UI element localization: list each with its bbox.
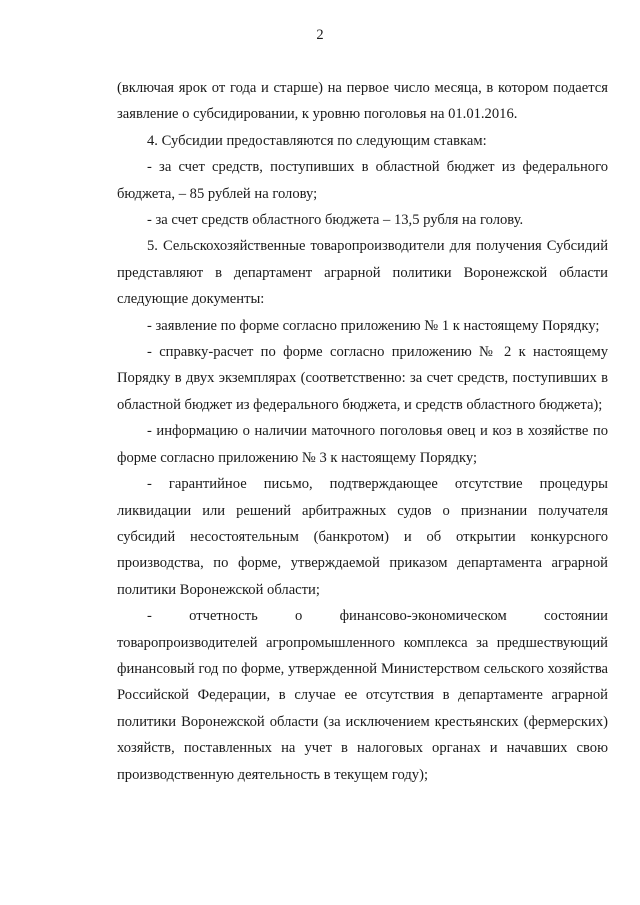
paragraph-continuation: (включая ярок от года и старше) на первое число месяца, в котором подается заявление о субсидировании, к уровню поголовья на 01.01.2016.	[117, 80, 608, 123]
report-word: о	[295, 608, 303, 625]
paragraph-financial-report	[117, 603, 608, 788]
report-word: -	[147, 608, 152, 625]
financial-report-first-line	[117, 603, 608, 629]
paragraph-guarantee-letter: - гарантийное письмо, подтверждающее отсутствие процедуры ликвидации или решений арбитражных судов о признании получателя субсидий несостоятельным (банкротом) и об открытии конкурсного производства, по форме, утверждаемой приказом департамента аграрной политики Воронежской области;	[117, 476, 608, 598]
report-word: состоянии	[543, 608, 608, 625]
paragraph-calculation-certificate: - справку-расчет по форме согласно приложению № 2 к настоящему Порядку в двух экземплярах (соответственно: за счет средств, поступивших в областной бюджет из федерального бюджета, и средств областного бюджета);	[117, 344, 608, 413]
paragraph-livestock-info: - информацию о наличии маточного поголовья овец и коз в хозяйстве по форме согласно приложению № 3 к настоящему Порядку;	[117, 423, 608, 466]
page-number: 2	[316, 27, 324, 43]
paragraph-rate-regional: - за счет средств областного бюджета – 13,5 рубля на голову.	[147, 212, 524, 229]
paragraph-item-5: 5. Сельскохозяйственные товаропроизводители для получения Субсидий представляют в департамент аграрной политики Воронежской области следующие документы:	[117, 238, 608, 308]
paragraph-rate-federal: - за счет средств, поступивших в областной бюджет из федерального бюджета, – 85 рублей на голову;	[117, 159, 608, 202]
document-body	[117, 75, 608, 788]
paragraph-application-form: - заявление по форме согласно приложению № 1 к настоящему Порядку;	[147, 317, 600, 334]
report-word: отчетность	[189, 608, 258, 625]
financial-report-rest: товаропроизводителей агропромышленного комплекса за предшествующий финансовый год по форме, утвержденной Министерством сельского хозяйства Российской Федерации, в случае ее отсутствия в департаменте аграрной политики Воронежской области (за исключением крестьянских (фермерских) хозяйств, поставленных на учет в налоговых органах и начавших свою производственную деятельность в текущем году);	[117, 634, 608, 783]
paragraph-item-4: 4. Субсидии предоставляются по следующим ставкам:	[147, 132, 487, 149]
report-word: финансово-экономическом	[339, 608, 507, 625]
